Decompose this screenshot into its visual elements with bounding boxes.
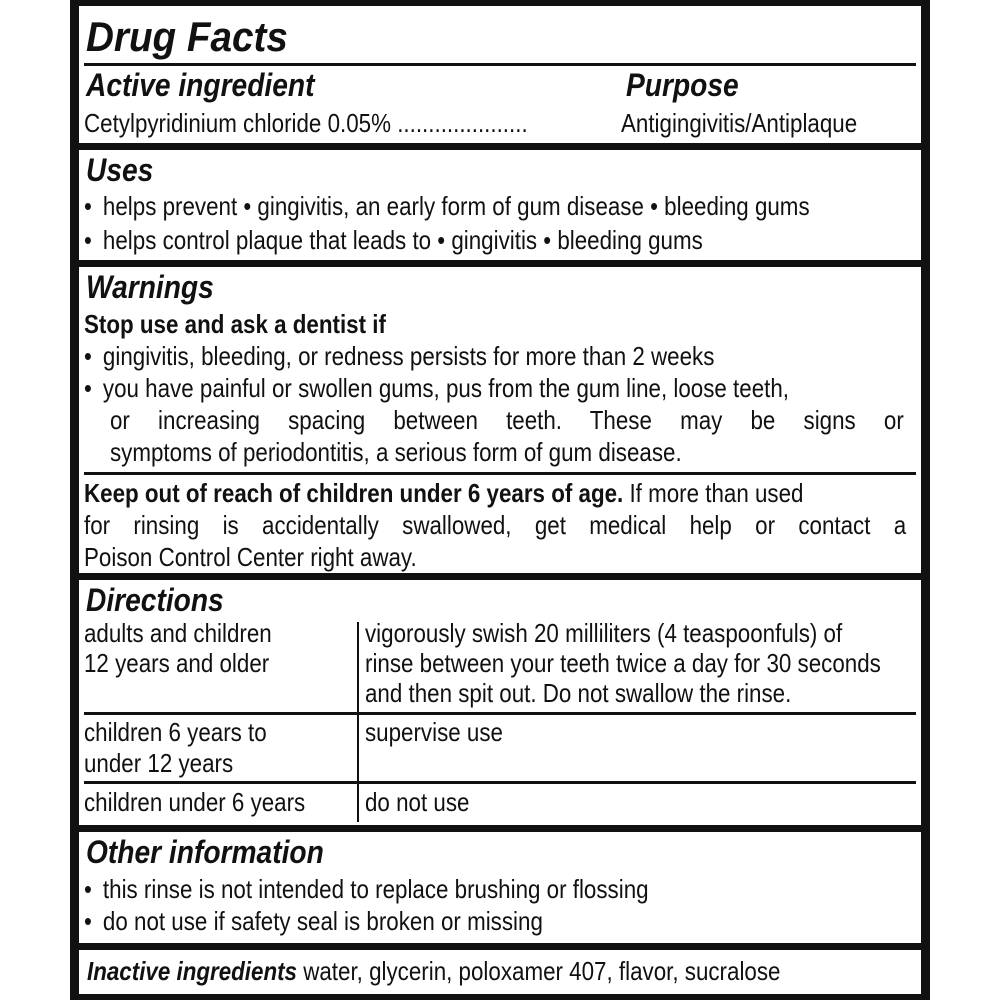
keep-out-line-3: Poison Control Center right away. xyxy=(84,542,417,572)
directions-divider-1 xyxy=(357,622,359,713)
active-ingredient-heading: Active ingredient xyxy=(86,67,315,103)
active-purpose: Antigingivitis/Antiplaque xyxy=(621,108,858,138)
purpose-heading: Purpose xyxy=(626,67,739,103)
drug-facts-label xyxy=(70,0,930,1000)
directions-divider-3 xyxy=(357,784,359,822)
warnings-heading: Warnings xyxy=(86,269,214,305)
directions-what-3a: do not use xyxy=(365,787,470,817)
inactive-ingredients-list: water, glycerin, poloxamer 407, flavor, sucralose xyxy=(297,956,781,986)
inactive-ingredients-heading: Inactive ingredients xyxy=(87,956,298,986)
uses-panel xyxy=(79,150,921,260)
directions-row-3 xyxy=(84,784,916,822)
directions-divider-2 xyxy=(357,715,359,783)
stop-use-heading: Stop use and ask a dentist if xyxy=(84,309,386,339)
directions-who-3a: children under 6 years xyxy=(84,787,306,817)
directions-what-1a: vigorously swish 20 milliliters (4 teaspoonfuls) of xyxy=(365,618,843,648)
inactive-ingredients-line xyxy=(87,956,780,987)
directions-row-1 xyxy=(84,618,916,713)
keep-out-rest: If more than used xyxy=(623,478,804,508)
uses-line-2: • helps control plaque that leads to • gingivitis • bleeding gums xyxy=(84,225,703,256)
title-rule xyxy=(84,63,916,66)
directions-heading: Directions xyxy=(86,582,224,618)
uses-line-1: • helps prevent • gingivitis, an early form of gum disease • bleeding gums xyxy=(84,191,810,222)
active-ingredient-line xyxy=(84,108,528,139)
keep-out-line-1 xyxy=(84,478,803,509)
inactive-ingredients-panel xyxy=(79,950,921,994)
other-bullet-1: • this rinse is not intended to replace brushing or flossing xyxy=(84,874,649,905)
directions-who-2b: under 12 years xyxy=(84,748,234,778)
keep-out-line-2: for rinsing is accidentally swallowed, get medical help or contact a xyxy=(84,510,907,540)
directions-row-2 xyxy=(84,715,916,783)
directions-panel xyxy=(79,580,921,825)
keep-out-bold: Keep out of reach of children under 6 years of age. xyxy=(84,478,624,508)
directions-what-1c: and then spit out. Do not swallow the rinse. xyxy=(365,678,792,708)
warning-bullet-2-line-3: symptoms of periodontitis, a serious form of gum disease. xyxy=(110,437,682,467)
uses-heading: Uses xyxy=(86,152,154,188)
warning-bullet-1: • gingivitis, bleeding, or redness persists for more than 2 weeks xyxy=(84,341,714,372)
directions-who-2a: children 6 years to xyxy=(84,717,267,747)
warnings-rule xyxy=(84,472,916,475)
leader-dots: ..................... xyxy=(397,108,528,138)
page-title: Drug Facts xyxy=(86,13,288,60)
warning-bullet-2-line-1: • you have painful or swollen gums, pus from the gum line, loose teeth, xyxy=(84,373,789,404)
active-ingredient-panel xyxy=(79,6,921,143)
directions-what-2a: supervise use xyxy=(365,717,503,747)
active-ingredient-name: Cetylpyridinium chloride 0.05% xyxy=(84,108,391,138)
warning-bullet-2-line-2: or increasing spacing between teeth. These may be signs or xyxy=(110,405,904,435)
warnings-panel xyxy=(79,267,921,573)
directions-what-1b: rinse between your teeth twice a day for 30 seconds xyxy=(365,648,881,678)
directions-who-1b: 12 years and older xyxy=(84,648,270,678)
directions-who-1a: adults and children xyxy=(84,618,272,648)
other-information-heading: Other information xyxy=(86,834,324,870)
other-information-panel xyxy=(79,832,921,943)
other-bullet-2: • do not use if safety seal is broken or missing xyxy=(84,906,543,937)
